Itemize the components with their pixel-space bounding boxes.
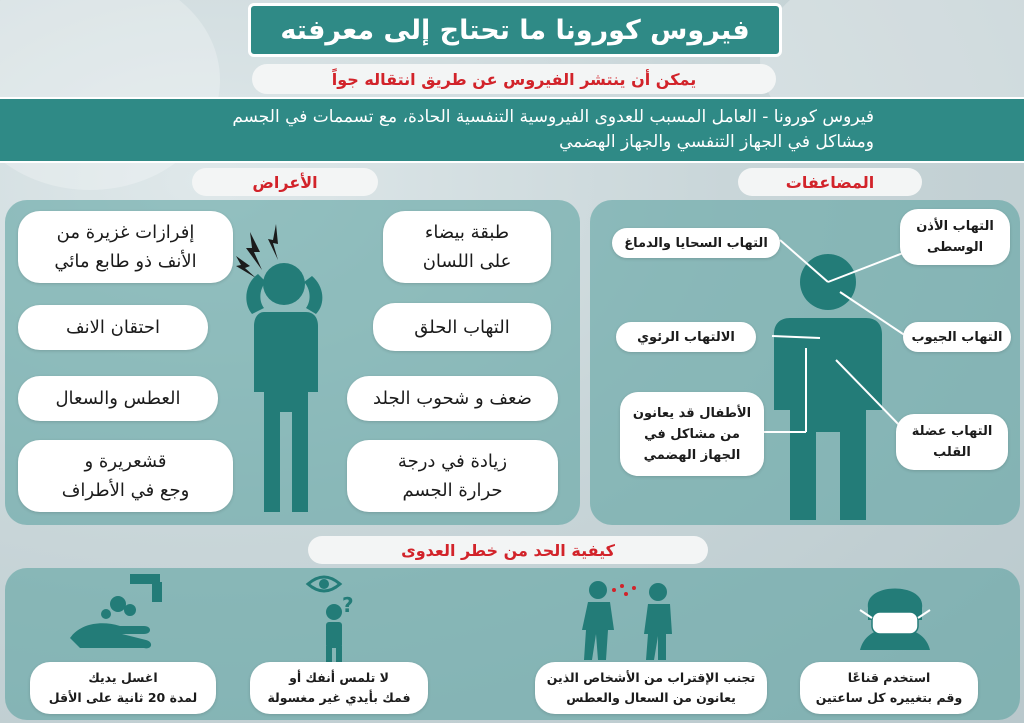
question-mark-icon <box>326 593 354 662</box>
prevention-text: فمك بأيدي غير مغسولة <box>267 690 411 705</box>
mask-icon <box>850 568 940 658</box>
prevention-card <box>535 662 767 714</box>
complication-text: من مشاكل في <box>644 426 740 442</box>
symptom-card <box>18 211 233 283</box>
complication-text: التهاب السحايا والدماغ <box>624 235 768 251</box>
symptoms-heading: الأعراض <box>252 172 318 192</box>
intro-line-1: فيروس كورونا - العامل المسبب للعدوى الفيروسية التنفسية الحادة، مع تسممات في الجسم <box>232 107 874 127</box>
prevention-heading-pill <box>308 536 708 564</box>
prevention-text: لمدة 20 ثانية على الأقل <box>48 690 198 705</box>
complication-text: الأطفال قد يعانون <box>632 405 752 421</box>
symptom-text: طبقة بيضاء <box>424 222 510 243</box>
prevention-card <box>800 662 978 714</box>
complication-bubble <box>616 322 756 352</box>
prevention-text: يعانون من السعال والعطس <box>566 690 736 705</box>
prevention-card <box>30 662 216 714</box>
symptom-card <box>383 211 551 283</box>
symptom-text: إفرازات غزيرة من <box>56 222 195 243</box>
cough-icon <box>578 568 688 663</box>
svg-text:?: ? <box>342 593 354 617</box>
complication-bubble <box>903 322 1011 352</box>
symptom-text: احتقان الانف <box>66 317 160 338</box>
complication-text: الالتهاب الرئوي <box>637 329 735 345</box>
complication-text: التهاب الجيوب <box>911 329 1003 345</box>
complication-text: الوسطى <box>926 240 984 255</box>
symptom-text: قشعريرة و <box>84 451 167 472</box>
symptom-text: ضعف و شحوب الجلد <box>373 388 532 409</box>
intro-line-2: ومشاكل في الجهاز التنفسي والجهاز الهضمي <box>559 132 874 152</box>
symptom-text: حرارة الجسم <box>402 480 503 501</box>
complications-heading: المضاعفات <box>785 172 875 192</box>
complication-bubble <box>896 414 1008 470</box>
symptom-card <box>18 440 233 512</box>
prevention-text: استخدم قناعًا <box>847 670 931 685</box>
symptom-card <box>347 376 558 421</box>
prevention-text: لا تلمس أنفك أو <box>289 670 389 685</box>
prevention-heading: كيفية الحد من خطر العدوى <box>401 540 615 560</box>
symptoms-heading-pill <box>192 168 378 196</box>
symptom-text: العطس والسعال <box>55 388 181 409</box>
prevention-text: تجنب الإقتراب من الأشخاص الذين <box>546 670 756 685</box>
complication-bubble <box>900 209 1010 265</box>
complication-text: القلب <box>933 445 971 460</box>
symptom-card <box>18 305 208 350</box>
complication-bubble <box>620 392 764 476</box>
sick-person-figure <box>228 222 348 517</box>
symptom-text: على اللسان <box>422 251 512 272</box>
subtitle-text: يمكن أن ينتشر الفيروس عن طريق انتقاله جواً <box>331 69 697 89</box>
symptom-text: وجع في الأطراف <box>61 480 190 501</box>
symptom-text: التهاب الحلق <box>414 316 510 338</box>
symptom-card <box>347 440 558 512</box>
symptom-text: الأنف ذو طابع مائي <box>54 251 197 272</box>
symptom-card <box>373 303 551 351</box>
prevention-text: اغسل يديك <box>88 670 158 685</box>
complications-heading-pill <box>738 168 922 196</box>
symptom-card <box>18 376 218 421</box>
complication-bubble <box>612 228 780 258</box>
complication-text: التهاب عضلة <box>911 424 993 439</box>
complication-text: التهاب الأذن <box>916 219 994 234</box>
symptom-text: زيادة في درجة <box>397 451 508 472</box>
hand-wash-icon <box>60 568 180 658</box>
prevention-card <box>250 662 428 714</box>
prevention-text: وقم بتغييره كل ساعتين <box>815 690 963 705</box>
page-title: فيروس كورونا ما تحتاج إلى معرفته <box>248 3 782 57</box>
eye-icon <box>300 568 370 663</box>
intro-banner <box>0 97 1024 163</box>
subtitle-pill <box>252 64 776 94</box>
complication-text: الجهاز الهضمي <box>643 447 741 463</box>
